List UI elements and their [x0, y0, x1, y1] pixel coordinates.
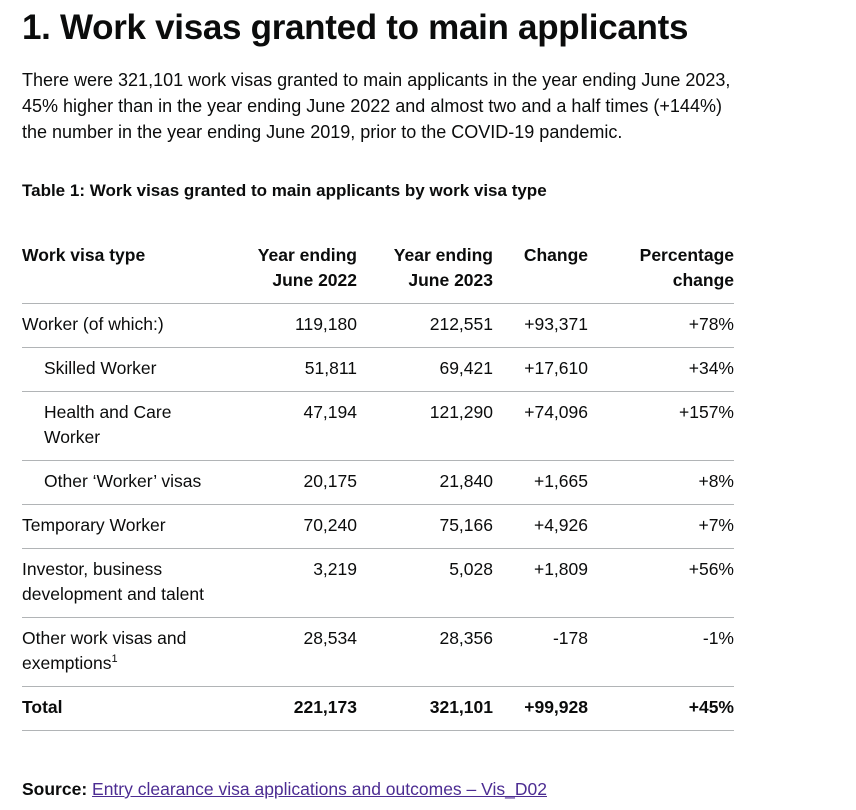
- cell-visa-type: Temporary Worker: [22, 505, 237, 549]
- cell-total-label: Total: [22, 687, 237, 731]
- cell-2022: 119,180: [237, 304, 357, 348]
- cell-pct-change: +78%: [588, 304, 734, 348]
- cell-change: +93,371: [493, 304, 588, 348]
- cell-2022: 70,240: [237, 505, 357, 549]
- cell-2022: 3,219: [237, 549, 357, 618]
- cell-change: +4,926: [493, 505, 588, 549]
- cell-change: -178: [493, 618, 588, 687]
- cell-2023: 21,840: [357, 461, 493, 505]
- source-link[interactable]: Entry clearance visa applications and outcomes – Vis_D02: [92, 779, 547, 799]
- header-percentage-change: Percentage change: [588, 233, 734, 304]
- intro-paragraph: There were 321,101 work visas granted to main applicants in the year ending June 2023, 45% higher than in the year ending June 2022 and almost two and a half times (+144%) the number in the year ending June 2019, prior to the COVID-19 pandemic.: [22, 70, 731, 142]
- table-row: [22, 505, 734, 549]
- cell-visa-type: Other ‘Worker’ visas: [22, 461, 237, 505]
- cell-total-2023: 321,101: [357, 687, 493, 731]
- cell-pct-change: -1%: [588, 618, 734, 687]
- cell-visa-type: Skilled Worker: [22, 348, 237, 392]
- cell-2023: 5,028: [357, 549, 493, 618]
- cell-pct-change: +8%: [588, 461, 734, 505]
- source-label: Source:: [22, 779, 88, 799]
- work-visa-table: [22, 233, 734, 731]
- cell-total-pct-change: +45%: [588, 687, 734, 731]
- header-year-2022: Year ending June 2022: [237, 233, 357, 304]
- cell-2022: 28,534: [237, 618, 357, 687]
- page-title: 1. Work visas granted to main applicants: [22, 8, 689, 47]
- cell-change: +74,096: [493, 392, 588, 461]
- table-row: [22, 392, 734, 461]
- header-change: Change: [493, 233, 588, 304]
- table-row: [22, 461, 734, 505]
- cell-change: +1,665: [493, 461, 588, 505]
- cell-visa-type: Worker (of which:): [22, 304, 237, 348]
- cell-visa-type: Investor, business development and talent: [22, 549, 237, 618]
- cell-total-change: +99,928: [493, 687, 588, 731]
- table-row: [22, 304, 734, 348]
- table-caption: Table 1: Work visas granted to main applicants by work visa type: [22, 181, 547, 200]
- header-work-visa-type: Work visa type: [22, 233, 237, 304]
- table-total-row: [22, 687, 734, 731]
- cell-2022: 20,175: [237, 461, 357, 505]
- table-row: [22, 618, 734, 687]
- table-row: [22, 348, 734, 392]
- cell-2023: 28,356: [357, 618, 493, 687]
- cell-change: +17,610: [493, 348, 588, 392]
- header-year-2023: Year ending June 2023: [357, 233, 493, 304]
- cell-change: +1,809: [493, 549, 588, 618]
- table-header-row: [22, 233, 734, 304]
- cell-visa-type: Other work visas and exemptions$^1$: [22, 618, 237, 687]
- cell-visa-type: Health and Care Worker: [22, 392, 237, 461]
- footnote-marker[interactable]: 1: [111, 653, 118, 666]
- cell-total-2022: 221,173: [237, 687, 357, 731]
- cell-pct-change: +157%: [588, 392, 734, 461]
- source-note: [22, 777, 547, 801]
- cell-pct-change: +56%: [588, 549, 734, 618]
- cell-2023: 69,421: [357, 348, 493, 392]
- cell-2023: 75,166: [357, 505, 493, 549]
- cell-2022: 47,194: [237, 392, 357, 461]
- cell-pct-change: +34%: [588, 348, 734, 392]
- cell-2022: 51,811: [237, 348, 357, 392]
- table-row: [22, 549, 734, 618]
- cell-2023: 121,290: [357, 392, 493, 461]
- cell-2023: 212,551: [357, 304, 493, 348]
- cell-pct-change: +7%: [588, 505, 734, 549]
